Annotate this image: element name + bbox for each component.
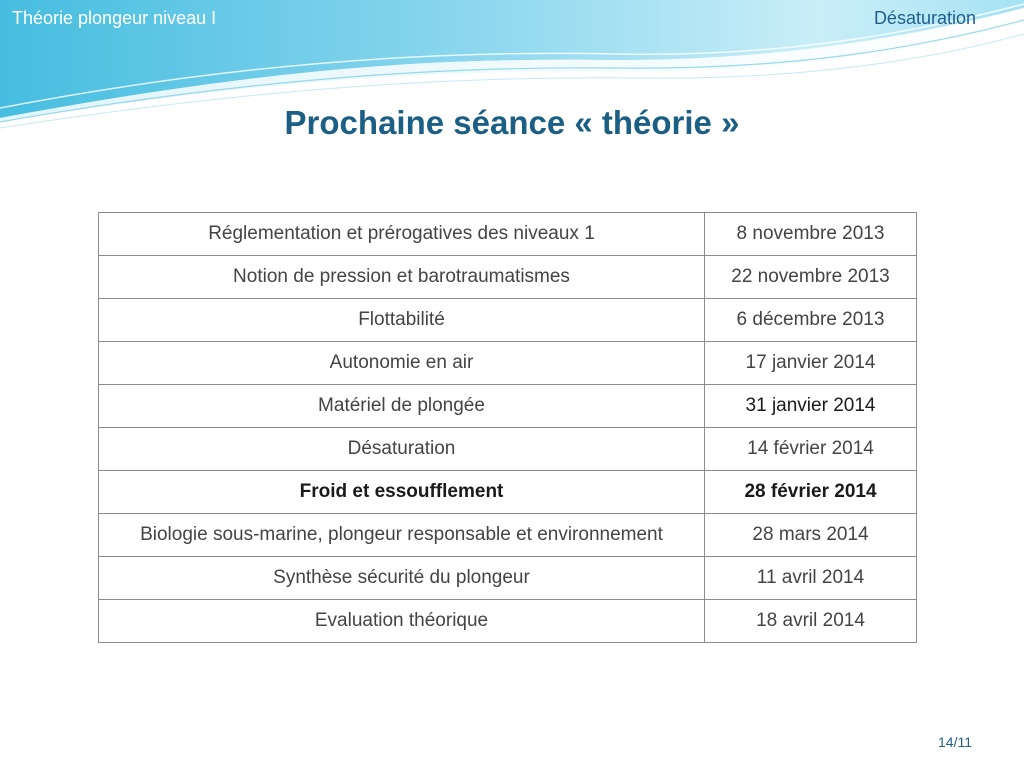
- topic-cell: Réglementation et prérogatives des niveaux 1: [99, 213, 705, 256]
- topic-cell: Matériel de plongée: [99, 385, 705, 428]
- table-row: [99, 342, 917, 385]
- table-row: [99, 557, 917, 600]
- course-title: Théorie plongeur niveau I: [12, 8, 217, 28]
- date-cell: 18 avril 2014: [705, 600, 917, 643]
- date-cell: 22 novembre 2013: [705, 256, 917, 299]
- date-cell: 11 avril 2014: [705, 557, 917, 600]
- table-row: [99, 385, 917, 428]
- page-number: 14/11: [938, 734, 972, 750]
- table-row: [99, 256, 917, 299]
- topic-cell: Autonomie en air: [99, 342, 705, 385]
- topic-cell: Evaluation théorique: [99, 600, 705, 643]
- schedule-table: [98, 212, 917, 643]
- topic-cell: Notion de pression et barotraumatismes: [99, 256, 705, 299]
- table-row: [99, 600, 917, 643]
- date-cell: 6 décembre 2013: [705, 299, 917, 342]
- topic-cell: Synthèse sécurité du plongeur: [99, 557, 705, 600]
- date-cell: 31 janvier 2014: [705, 385, 917, 428]
- topic-cell: Biologie sous-marine, plongeur responsable et environnement: [99, 514, 705, 557]
- date-cell: 17 janvier 2014: [705, 342, 917, 385]
- topic-cell: Désaturation: [99, 428, 705, 471]
- table-row-next-session: [99, 471, 917, 514]
- table-row: [99, 299, 917, 342]
- table-row: [99, 514, 917, 557]
- date-cell: 28 février 2014: [705, 471, 917, 514]
- table-row: [99, 213, 917, 256]
- topic-cell: Flottabilité: [99, 299, 705, 342]
- page-title: Prochaine séance « théorie »: [284, 104, 740, 141]
- date-cell: 14 février 2014: [705, 428, 917, 471]
- table-row: [99, 428, 917, 471]
- date-cell: 8 novembre 2013: [705, 213, 917, 256]
- date-cell: 28 mars 2014: [705, 514, 917, 557]
- topic-cell: Froid et essoufflement: [99, 471, 705, 514]
- section-title: Désaturation: [873, 8, 976, 28]
